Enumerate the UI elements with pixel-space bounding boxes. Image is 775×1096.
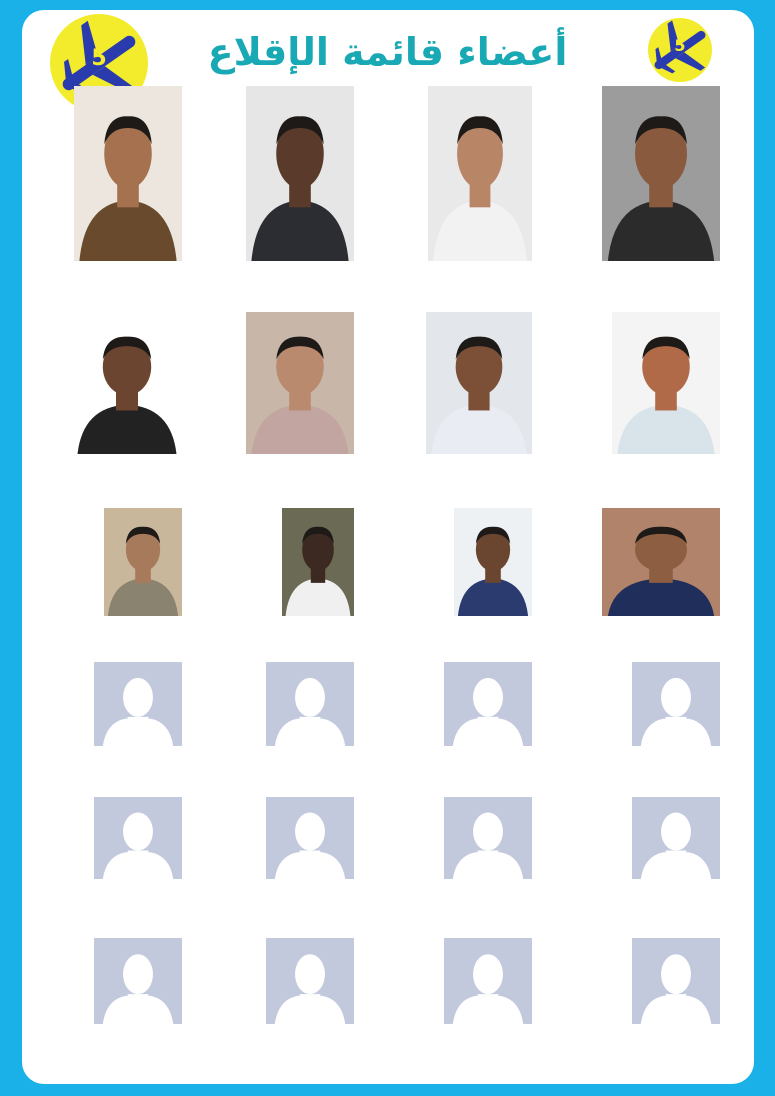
member-photo (444, 797, 532, 879)
member-photo (602, 86, 720, 261)
member-photo (94, 797, 182, 879)
member-photo (632, 797, 720, 879)
portrait-photo (426, 312, 532, 454)
page-title: أعضاء قائمة الإقلاع (207, 30, 568, 74)
avatar-placeholder-icon (94, 797, 182, 879)
portrait-photo (246, 86, 354, 261)
member-photo (266, 938, 354, 1024)
avatar-placeholder-icon (266, 938, 354, 1024)
member-photo (246, 312, 354, 454)
member-photo (266, 797, 354, 879)
member-photo (632, 938, 720, 1024)
avatar-placeholder-icon (266, 797, 354, 879)
portrait-photo (72, 312, 182, 454)
member-photo (104, 508, 182, 616)
member-photo (74, 86, 182, 261)
avatar-placeholder-icon (266, 662, 354, 746)
avatar-placeholder-icon (632, 797, 720, 879)
member-photo (428, 86, 532, 261)
member-photo (94, 938, 182, 1024)
portrait-photo (602, 86, 720, 261)
portrait-photo (246, 312, 354, 454)
member-photo (632, 662, 720, 746)
member-photo (444, 938, 532, 1024)
portrait-photo (282, 508, 354, 616)
portrait-photo (74, 86, 182, 261)
avatar-placeholder-icon (444, 938, 532, 1024)
avatar-placeholder-icon (444, 662, 532, 746)
portrait-photo (454, 508, 532, 616)
member-photo (282, 508, 354, 616)
member-photo (602, 508, 720, 616)
avatar-placeholder-icon (632, 662, 720, 746)
member-photo (266, 662, 354, 746)
member-photo (246, 86, 354, 261)
portrait-photo (428, 86, 532, 261)
member-photo (72, 312, 182, 454)
member-photo (94, 662, 182, 746)
avatar-placeholder-icon (94, 938, 182, 1024)
portrait-photo (602, 508, 720, 616)
avatar-placeholder-icon (94, 662, 182, 746)
portrait-photo (104, 508, 182, 616)
avatar-placeholder-icon (444, 797, 532, 879)
portrait-photo (612, 312, 720, 454)
avatar-placeholder-icon (632, 938, 720, 1024)
member-photo (444, 662, 532, 746)
member-photo (454, 508, 532, 616)
logo-number: 5 (674, 36, 686, 55)
member-photo (426, 312, 532, 454)
member-photo (612, 312, 720, 454)
logo-number: 5 (91, 46, 107, 71)
